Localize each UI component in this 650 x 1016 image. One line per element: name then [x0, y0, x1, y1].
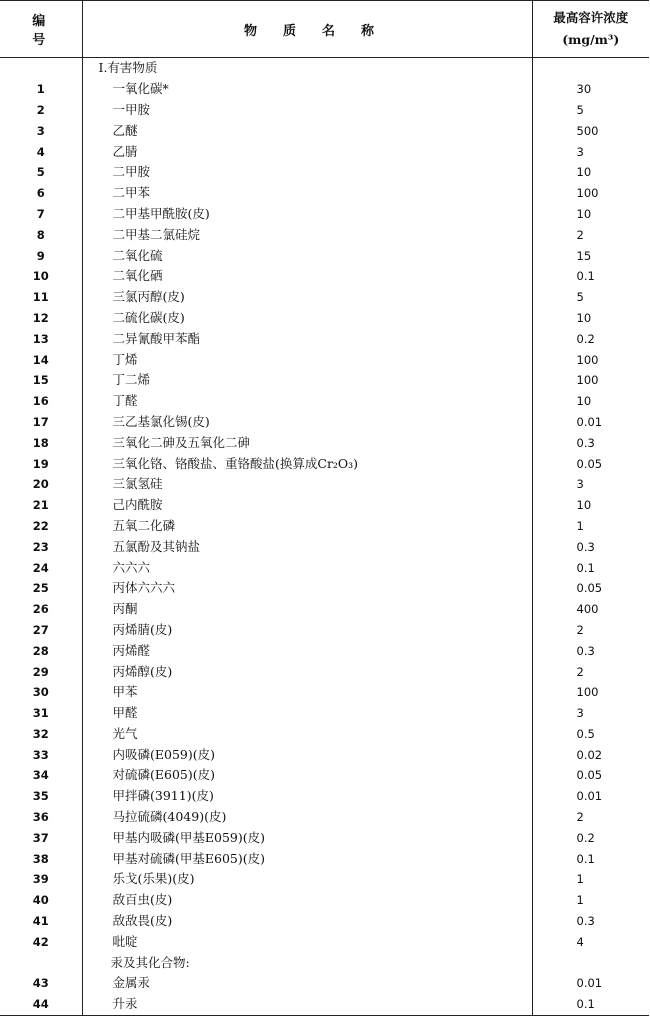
substance-name: 丙烯腈(皮) — [82, 620, 532, 641]
table-row — [0, 994, 649, 1015]
table-row — [0, 328, 649, 349]
row-number: 26 — [32, 602, 49, 617]
max-concentration: 30 — [532, 79, 649, 100]
substance-name: 甲基内吸磷(甲基E059)(皮) — [82, 827, 532, 848]
max-concentration: 500 — [532, 120, 649, 141]
substance-name: 乙腈 — [82, 141, 532, 162]
substance-name: 五氯酚及其钠盐 — [82, 536, 532, 557]
substance-name: 敌敌畏(皮) — [82, 911, 532, 932]
table-row — [0, 79, 649, 100]
table-body — [0, 58, 649, 1016]
table-row — [0, 869, 649, 890]
substance-name: 升汞 — [82, 994, 532, 1015]
row-value — [532, 952, 649, 973]
max-concentration: 100 — [532, 349, 649, 370]
max-concentration: 4 — [532, 931, 649, 952]
row-number: 28 — [32, 643, 49, 658]
substance-name: 丙酮 — [82, 599, 532, 620]
max-concentration: 400 — [532, 599, 649, 620]
substance-name: 甲拌磷(3911)(皮) — [82, 786, 532, 807]
row-number: 25 — [32, 581, 49, 596]
row-number: 4 — [36, 144, 45, 159]
table-header — [0, 1, 649, 58]
table-row — [0, 557, 649, 578]
max-concentration: 100 — [532, 370, 649, 391]
substance-name: 三氯丙醇(皮) — [82, 287, 532, 308]
table-row — [0, 661, 649, 682]
table-row — [0, 911, 649, 932]
substance-name: 吡啶 — [82, 931, 532, 952]
max-concentration: 1 — [532, 869, 649, 890]
header-max-concentration: 最高容许浓度 (mg/m³) — [532, 1, 649, 58]
substance-name: 丙烯醛 — [82, 640, 532, 661]
max-concentration: 0.05 — [532, 765, 649, 786]
table-row — [0, 432, 649, 453]
max-concentration: 2 — [532, 224, 649, 245]
substance-name: 乐戈(乐果)(皮) — [82, 869, 532, 890]
substance-name: 三氧化铬、铬酸盐、重铬酸盐(换算成Cr₂O₃) — [82, 453, 532, 474]
table-row — [0, 349, 649, 370]
row-number: 23 — [32, 539, 49, 554]
header-substance-name: 物质名称 — [82, 1, 532, 58]
max-concentration: 0.2 — [532, 827, 649, 848]
row-number: 15 — [32, 373, 49, 388]
max-concentration: 3 — [532, 474, 649, 495]
max-concentration: 0.01 — [532, 412, 649, 433]
row-number — [0, 58, 82, 79]
table-row — [0, 786, 649, 807]
table-row — [0, 640, 649, 661]
row-number: 39 — [32, 872, 49, 887]
substance-name: 二硫化碳(皮) — [82, 308, 532, 329]
row-number: 35 — [32, 789, 49, 804]
row-number: 2 — [36, 102, 45, 117]
row-number: 22 — [32, 518, 49, 533]
max-concentration: 0.1 — [532, 266, 649, 287]
substance-name: 金属汞 — [82, 973, 532, 994]
max-concentration: 0.2 — [532, 328, 649, 349]
row-number: 18 — [32, 435, 49, 450]
table-row — [0, 495, 649, 516]
table-row — [0, 536, 649, 557]
row-number: 11 — [32, 290, 49, 305]
table-row — [0, 682, 649, 703]
table-row — [0, 724, 649, 745]
table-row — [0, 100, 649, 121]
row-number: 21 — [32, 498, 49, 513]
max-concentration: 0.05 — [532, 578, 649, 599]
max-concentration: 10 — [532, 204, 649, 225]
table-row — [0, 412, 649, 433]
row-number: 40 — [32, 893, 49, 908]
substance-name: 二氧化硒 — [82, 266, 532, 287]
max-concentration: 0.3 — [532, 432, 649, 453]
max-concentration: 2 — [532, 620, 649, 641]
row-number: 32 — [32, 726, 49, 741]
table-row — [0, 141, 649, 162]
substance-name: 内吸磷(E059)(皮) — [82, 744, 532, 765]
table-row — [0, 120, 649, 141]
row-number — [0, 952, 82, 973]
row-number: 14 — [32, 352, 49, 367]
substance-name: 丁二烯 — [82, 370, 532, 391]
substance-name: 甲基对硫磷(甲基E605)(皮) — [82, 848, 532, 869]
row-number: 19 — [32, 456, 49, 471]
row-number: 24 — [32, 560, 49, 575]
row-number: 37 — [32, 830, 49, 845]
table-row — [0, 931, 649, 952]
table-row — [0, 516, 649, 537]
table-row — [0, 266, 649, 287]
table-row — [0, 183, 649, 204]
row-number: 6 — [36, 186, 45, 201]
row-number: 27 — [32, 622, 49, 637]
row-number: 10 — [32, 269, 49, 284]
row-number: 29 — [32, 664, 49, 679]
substance-name: 一甲胺 — [82, 100, 532, 121]
table-row — [0, 744, 649, 765]
table-row — [0, 391, 649, 412]
table-row — [0, 620, 649, 641]
subsection-heading: 汞及其化合物: — [82, 952, 532, 973]
table-row — [0, 308, 649, 329]
table-row — [0, 453, 649, 474]
max-concentration: 100 — [532, 682, 649, 703]
table-row — [0, 162, 649, 183]
substance-name: 乙醚 — [82, 120, 532, 141]
table-row — [0, 807, 649, 828]
substance-name: 二异氰酸甲苯酯 — [82, 328, 532, 349]
row-value — [532, 58, 649, 79]
max-concentration: 15 — [532, 245, 649, 266]
row-number: 1 — [36, 82, 45, 97]
max-concentration: 5 — [532, 287, 649, 308]
table-row — [0, 848, 649, 869]
max-concentration: 10 — [532, 391, 649, 412]
row-number: 17 — [32, 414, 49, 429]
row-number: 42 — [32, 934, 49, 949]
substance-name: 三氧化二砷及五氧化二砷 — [82, 432, 532, 453]
max-concentration: 0.02 — [532, 744, 649, 765]
table-row — [0, 952, 649, 973]
substance-name: 二甲胺 — [82, 162, 532, 183]
row-number: 7 — [36, 206, 45, 221]
max-concentration: 0.05 — [532, 453, 649, 474]
table-row — [0, 287, 649, 308]
substance-name: 二甲基甲酰胺(皮) — [82, 204, 532, 225]
row-number: 9 — [36, 248, 45, 263]
max-concentration: 0.5 — [532, 724, 649, 745]
row-number: 13 — [32, 331, 49, 346]
table-row — [0, 370, 649, 391]
substance-name: 甲苯 — [82, 682, 532, 703]
substance-name: 三乙基氯化锡(皮) — [82, 412, 532, 433]
row-number: 5 — [36, 165, 45, 180]
max-concentration: 10 — [532, 162, 649, 183]
max-concentration: 2 — [532, 661, 649, 682]
table-row — [0, 224, 649, 245]
substance-name: 己内酰胺 — [82, 495, 532, 516]
max-concentration: 0.3 — [532, 911, 649, 932]
row-number: 8 — [36, 227, 45, 242]
substance-name: 二甲苯 — [82, 183, 532, 204]
row-number: 16 — [32, 394, 49, 409]
table-row — [0, 245, 649, 266]
max-concentration: 0.01 — [532, 786, 649, 807]
max-concentration: 0.1 — [532, 994, 649, 1015]
header-number: 编号 — [0, 1, 82, 58]
row-number: 34 — [32, 768, 49, 783]
max-concentration: 0.3 — [532, 536, 649, 557]
max-concentration: 0.01 — [532, 973, 649, 994]
substance-name: 甲醛 — [82, 703, 532, 724]
table-row — [0, 204, 649, 225]
max-concentration: 10 — [532, 495, 649, 516]
substance-name: 一氧化碳* — [82, 79, 532, 100]
table-row — [0, 58, 649, 79]
row-number: 41 — [32, 914, 49, 929]
table-row — [0, 599, 649, 620]
row-number: 36 — [32, 810, 49, 825]
table-row — [0, 827, 649, 848]
substance-name: 二氧化硫 — [82, 245, 532, 266]
table-row — [0, 703, 649, 724]
substance-name: 敌百虫(皮) — [82, 890, 532, 911]
table-row — [0, 890, 649, 911]
max-concentration: 10 — [532, 308, 649, 329]
table-row — [0, 474, 649, 495]
row-number: 43 — [32, 976, 49, 991]
substance-name: 六六六 — [82, 557, 532, 578]
max-concentration: 0.3 — [532, 640, 649, 661]
max-concentration: 1 — [532, 890, 649, 911]
row-number: 38 — [32, 851, 49, 866]
row-number: 33 — [32, 747, 49, 762]
max-concentration: 0.1 — [532, 557, 649, 578]
substance-name: 对硫磷(E605)(皮) — [82, 765, 532, 786]
substance-name: 马拉硫磷(4049)(皮) — [82, 807, 532, 828]
row-number: 44 — [0, 994, 82, 1015]
max-concentration: 2 — [532, 807, 649, 828]
max-concentration: 3 — [532, 141, 649, 162]
max-concentration: 1 — [532, 516, 649, 537]
substance-name: 光气 — [82, 724, 532, 745]
max-concentration: 0.1 — [532, 848, 649, 869]
row-number: 30 — [32, 685, 49, 700]
substance-name: 丙烯醇(皮) — [82, 661, 532, 682]
table-row — [0, 578, 649, 599]
max-concentration: 3 — [532, 703, 649, 724]
row-number: 20 — [32, 477, 49, 492]
table-row — [0, 765, 649, 786]
substance-name: 二甲基二氯硅烷 — [82, 224, 532, 245]
row-number: 12 — [32, 310, 49, 325]
substance-name: 丙体六六六 — [82, 578, 532, 599]
substance-name: 丁醛 — [82, 391, 532, 412]
row-number: 3 — [36, 123, 45, 138]
substance-name: 五氧二化磷 — [82, 516, 532, 537]
max-concentration: 100 — [532, 183, 649, 204]
section-heading: Ⅰ.有害物质 — [82, 58, 532, 79]
substance-name: 三氯氢硅 — [82, 474, 532, 495]
max-concentration: 5 — [532, 100, 649, 121]
substance-name: 丁烯 — [82, 349, 532, 370]
row-number: 31 — [32, 706, 49, 721]
